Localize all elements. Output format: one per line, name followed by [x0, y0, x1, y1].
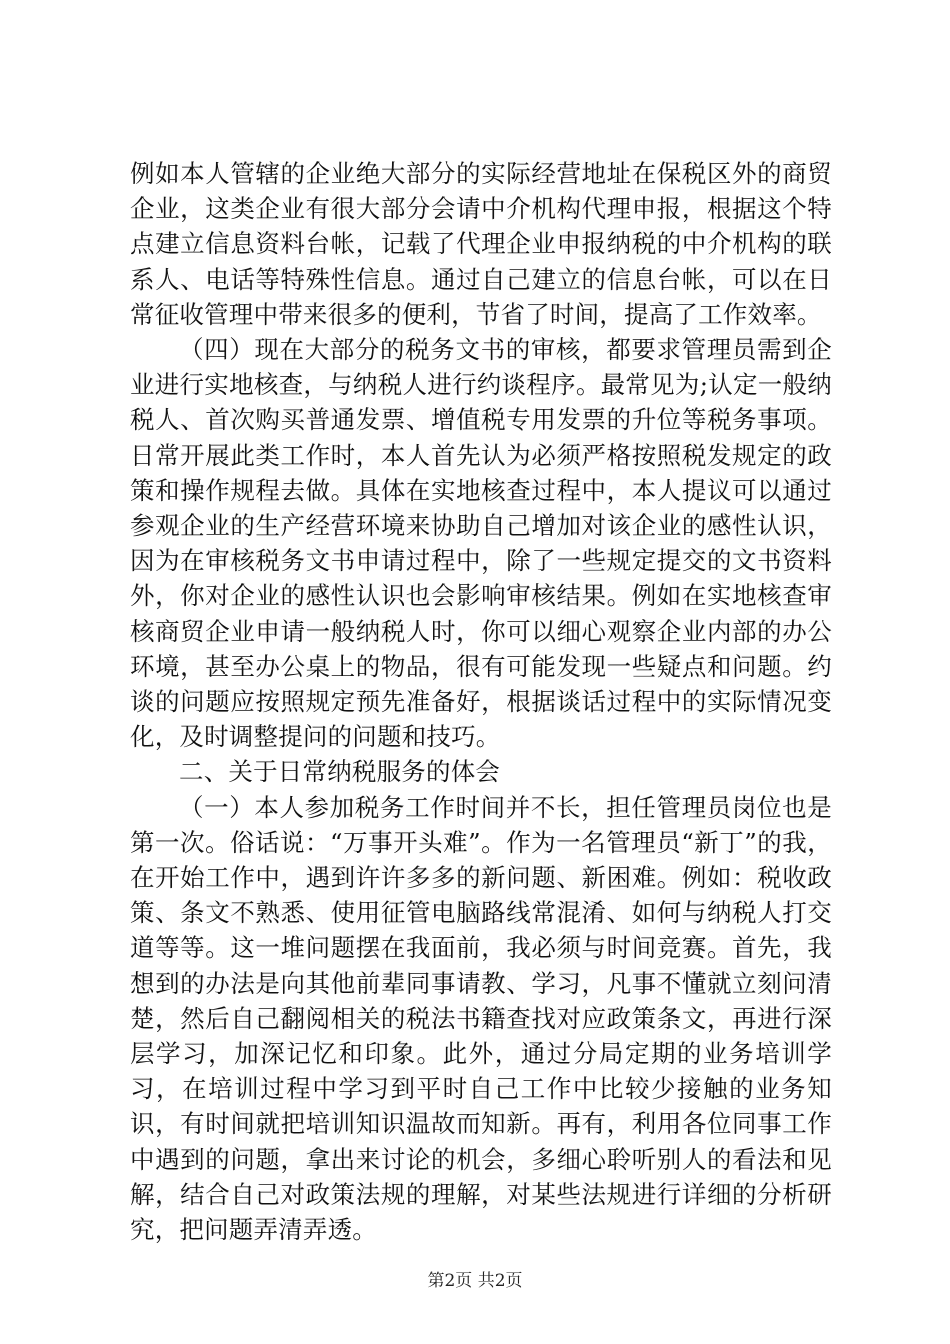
page-number: 第2页 共2页 — [427, 1271, 523, 1291]
paragraph-section-one: （一）本人参加税务工作时间并不长，担任管理员岗位也是第一次。俗话说：“万事开头难”。作为一名管理员“新丁”的我，在开始工作中，遇到许许多多的新问题、新困难。例如：税收政策、条文不熟悉、使用征管电脑路线常混淆、如何与纳税人打交道等等。这一堆问题摆在我面前，我必须与时间竞赛。首先，我想到的办法是向其他前辈同事请教、学习，凡事不懂就立刻问清楚，然后自己翻阅相关的税法书籍查找对应政策条文，再进行深层学习，加深记忆和印象。此外，通过分局定期的业务培训学习，在培训过程中学习到平时自己工作中比较少接触的业务知识，有时间就把培训知识温故而知新。再有，利用各位同事工作中遇到的问题，拿出来讨论的机会，多细心聆听别人的看法和见解，结合自己对政策法规的理解，对某些法规进行详细的分析研究，把问题弄清弄透。 — [130, 792, 832, 1245]
paragraph-continuation: 例如本人管辖的企业绝大部分的实际经营地址在保税区外的商贸企业，这类企业有很大部分会请中介机构代理申报，根据这个特点建立信息资料台帐，记载了代理企业申报纳税的中介机构的联系人、电话等特殊性信息。通过自己建立的信息台帐，可以在日常征收管理中带来很多的便利，节省了时间，提高了工作效率。 — [130, 159, 832, 329]
paragraph-section-four: （四）现在大部分的税务文书的审核，都要求管理员需到企业进行实地核查，与纳税人进行约谈程序。最常见为;认定一般纳税人、首次购买普通发票、增值税专用发票的升位等税务事项。日常开展此类工作时，本人首先认为必须严格按照税发规定的政策和操作规程去做。具体在实地核查过程中，本人提议可以通过参观企业的生产经营环境来协助自己增加对该企业的感性认识，因为在审核税务文书申请过程中，除了一些规定提交的文书资料外，你对企业的感性认识也会影响审核结果。例如在实地核查审核商贸企业申请一般纳税人时，你可以细心观察企业内部的办公环境，甚至办公桌上的物品，很有可能发现一些疑点和问题。约谈的问题应按照规定预先准备好，根据谈话过程中的实际情况变化，及时调整提问的问题和技巧。 — [130, 335, 832, 752]
document-body — [130, 156, 832, 1247]
section-heading: 二、关于日常纳税服务的体会 — [179, 757, 501, 787]
page-footer — [0, 1270, 950, 1292]
